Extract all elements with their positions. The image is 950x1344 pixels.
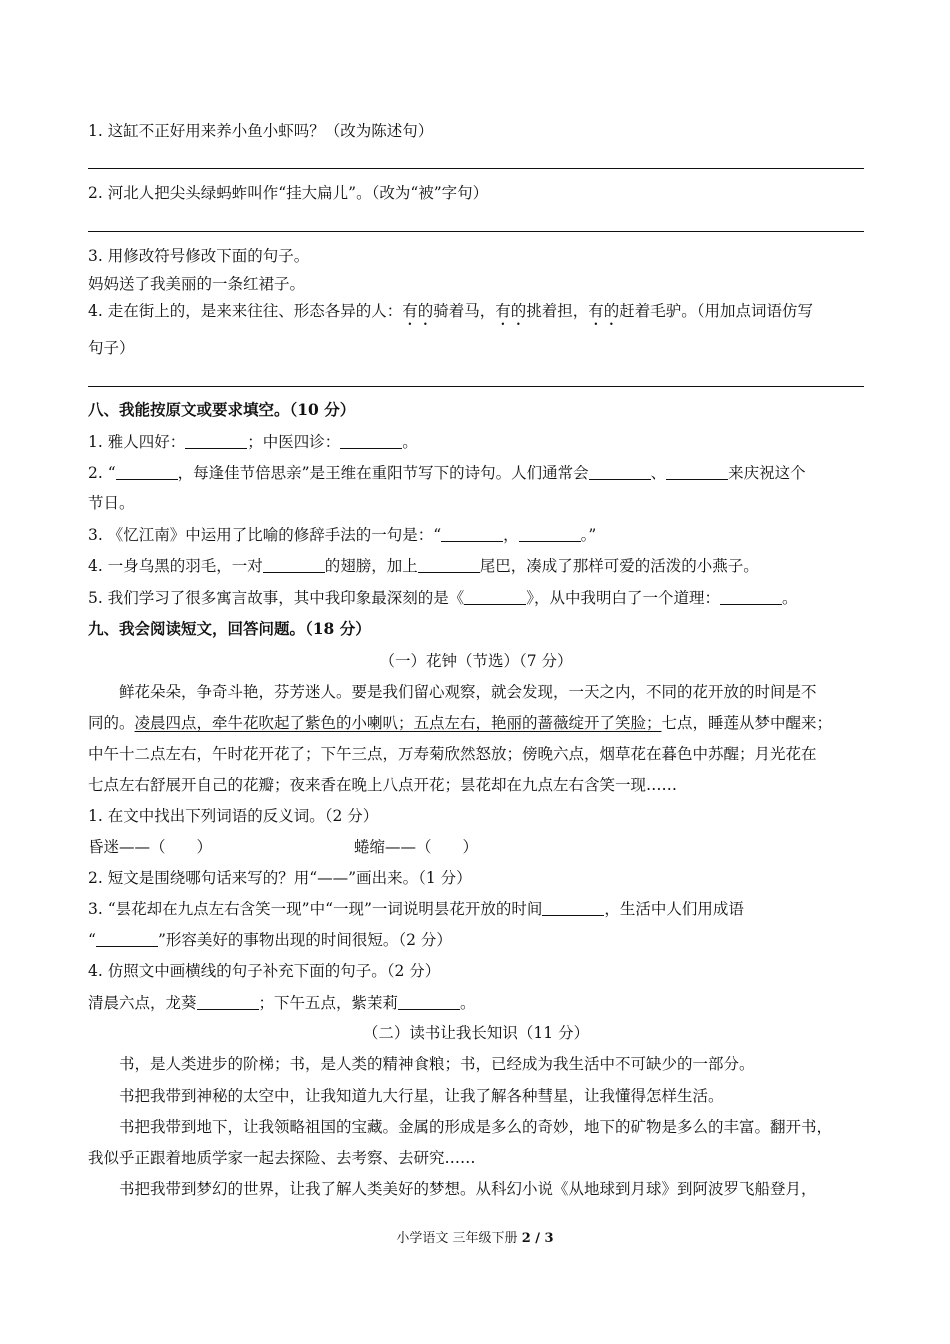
section-9-heading: 九、我会阅读短文，回答问题。（18 分） — [88, 619, 371, 638]
page-footer — [0, 1227, 950, 1246]
text: 4. 一身乌黑的羽毛，一对 — [88, 557, 263, 575]
q7-item-2: 2. 河北人把尖头绿蚂蚱叫作“挂大扁儿”。（改为“被”字句） — [88, 184, 489, 202]
footer-subject: 小学语文 三年级下册 — [396, 1231, 522, 1246]
sec8-item-2 — [88, 462, 864, 484]
q7-item-4 — [88, 300, 864, 329]
fill-blank[interactable] — [340, 434, 402, 449]
text: 、 — [650, 464, 667, 482]
text: ”形容美好的事物出现的时间很短。（2 分） — [157, 931, 452, 949]
text: ；下午五点，紫茉莉 — [258, 994, 399, 1012]
q7-item-4-text: 4. 走在街上的，是来来往往、形态各异的人： — [88, 302, 403, 320]
fill-blank[interactable] — [464, 590, 526, 605]
fill-blank[interactable] — [666, 465, 728, 480]
text: 。” — [580, 526, 597, 544]
text: 同的。 — [88, 714, 135, 732]
fill-blank[interactable] — [589, 465, 651, 480]
q7-item-3-sentence: 妈妈送了我美丽的一条红裙子。 — [88, 275, 306, 293]
fill-blank[interactable] — [441, 527, 503, 542]
passage-1-line — [88, 712, 864, 734]
antonym-item: 昏迷——（ ） — [88, 838, 213, 856]
text: 5. 我们学习了很多寓言故事，其中我印象最深刻的是《 — [88, 589, 465, 607]
fill-blank[interactable] — [418, 558, 480, 573]
passage-2-line: 书把我带到神秘的太空中，让我知道九大行星，让我了解各种彗星，让我懂得怎样生活。 — [119, 1087, 724, 1105]
sec8-item-5 — [88, 587, 864, 609]
page-number: 2 / 3 — [521, 1231, 554, 1246]
answer-line — [88, 168, 864, 169]
q7-item-4-line2: 句子） — [88, 339, 135, 357]
dotted-word: 有的 — [495, 302, 527, 320]
text: 3. 《忆江南》中运用了比喻的修辞手法的一句是：“ — [88, 526, 442, 544]
fill-blank[interactable] — [542, 901, 604, 916]
passage-1-title: （一）花钟（节选）（7 分） — [379, 652, 573, 670]
text: ，生活中人们用成语 — [604, 900, 744, 918]
text: ，每逢佳节倍思亲”是王维在重阳节写下的诗句。人们通常会 — [177, 464, 589, 482]
text: ；中医四诊： — [247, 433, 341, 451]
dotted-word: 有的 — [402, 302, 434, 320]
fill-blank[interactable] — [720, 590, 782, 605]
answer-line — [88, 386, 864, 387]
text: 七点，睡莲从梦中醒来； — [661, 714, 833, 732]
p1-question-4-answer — [88, 992, 864, 1014]
q7-item-4-text: 骑着马， — [433, 302, 496, 320]
passage-2-line: 我似乎正跟着地质学家一起去探险、去考察、去研究…… — [88, 1149, 476, 1167]
q7-item-3: 3. 用修改符号修改下面的句子。 — [88, 247, 310, 265]
fill-blank[interactable] — [263, 558, 325, 573]
passage-2-title: （二）读书让我长知识（11 分） — [362, 1024, 590, 1042]
text: 1. 雅人四好： — [88, 433, 186, 451]
dotted-word: 有的 — [588, 302, 620, 320]
antonym-item: 蜷缩——（ ） — [354, 838, 479, 856]
sec8-item-2-line2: 节日。 — [88, 494, 135, 512]
passage-1-line: 中午十二点左右，午时花开花了；下午三点，万寿菊欣然怒放；傍晚六点，烟草花在暮色中苏醒；月光花在 — [88, 745, 817, 763]
text: “ — [88, 931, 96, 949]
text: 清晨六点，龙葵 — [88, 994, 197, 1012]
text: 来庆祝这个 — [728, 464, 806, 482]
text: 。 — [402, 433, 418, 451]
text: 。 — [460, 994, 476, 1012]
passage-2-line: 书把我带到梦幻的世界，让我了解人类美好的梦想。从科幻小说《从地球到月球》到阿波罗飞船登月， — [119, 1180, 817, 1198]
sec8-item-4 — [88, 555, 864, 577]
passage-2-line: 书，是人类进步的阶梯；书，是人类的精神食粮；书，已经成为我生活中不可缺少的一部分。 — [119, 1055, 755, 1073]
q7-item-1: 1. 这缸不正好用来养小鱼小虾吗？（改为陈述句） — [88, 122, 434, 140]
sec8-item-1 — [88, 431, 864, 453]
text: 》，从中我明白了一个道理： — [526, 589, 720, 607]
fill-blank[interactable] — [398, 995, 460, 1010]
p1-question-3-line2 — [88, 929, 864, 951]
p1-question-2: 2. 短文是围绕哪句话来写的？用“——”画出来。（1 分） — [88, 869, 472, 887]
p1-question-4: 4. 仿照文中画横线的句子补充下面的句子。（2 分） — [88, 962, 441, 980]
text: 。 — [781, 589, 798, 607]
text: ， — [503, 526, 519, 544]
p1-question-1: 1. 在文中找出下列词语的反义词。（2 分） — [88, 807, 379, 825]
fill-blank[interactable] — [116, 465, 178, 480]
sec8-item-3 — [88, 524, 864, 546]
fill-blank[interactable] — [519, 527, 581, 542]
passage-1-line: 鲜花朵朵，争奇斗艳，芬芳迷人。要是我们留心观察，就会发现，一天之内，不同的花开放的时间是不 — [119, 683, 817, 701]
p1-question-3 — [88, 898, 864, 920]
text: 尾巴，凑成了那样可爱的活泼的小燕子。 — [479, 557, 759, 575]
fill-blank[interactable] — [197, 995, 259, 1010]
underlined-sentence: 凌晨四点，牵牛花吹起了紫色的小喇叭；五点左右，艳丽的蔷薇绽开了笑脸； — [134, 714, 662, 732]
fill-blank[interactable] — [185, 434, 247, 449]
q7-item-4-text: 挑着担， — [526, 302, 589, 320]
answer-line — [88, 231, 864, 232]
passage-1-line: 七点左右舒展开自己的花瓣；夜来香在晚上八点开花；昙花却在九点左右含笑一现…… — [88, 776, 678, 794]
fill-blank[interactable] — [96, 932, 158, 947]
text: 的翅膀，加上 — [324, 557, 418, 575]
q7-item-4-text: 赶着毛驴。（用加点词语仿写 — [619, 302, 814, 320]
section-8-heading: 八、我能按原文或要求填空。（10 分） — [88, 400, 356, 419]
text: 2. “ — [88, 464, 116, 482]
passage-2-line: 书把我带到地下，让我领略祖国的宝藏。金属的形成是多么的奇妙，地下的矿物是多么的丰富。翻开书， — [119, 1118, 833, 1136]
text: 3. “昙花却在九点左右含笑一现”中“一现”一词说明昙花开放的时间 — [88, 900, 543, 918]
